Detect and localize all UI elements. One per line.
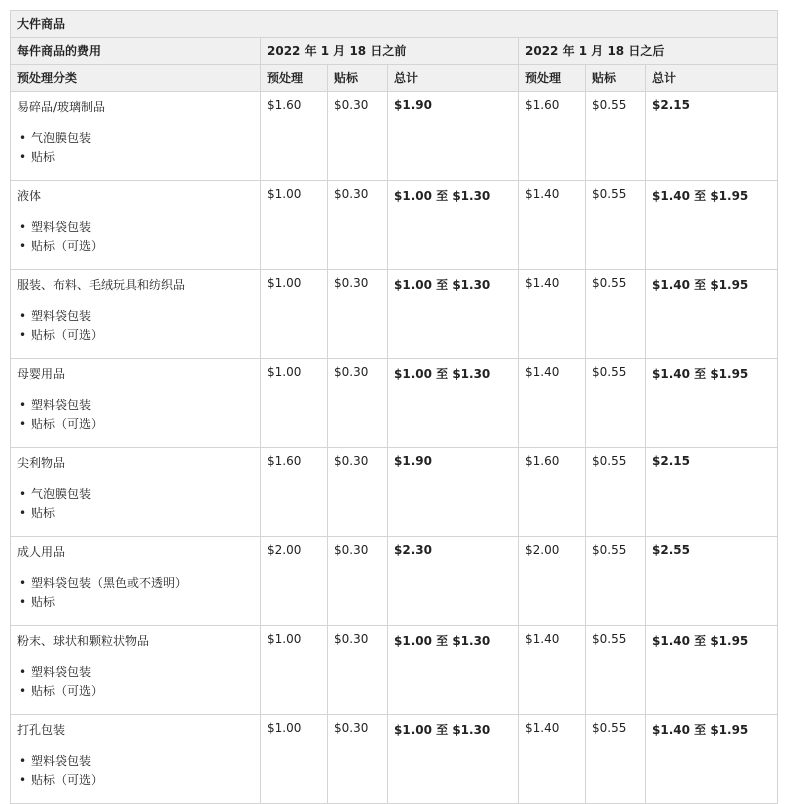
- col-before-total: 总计: [388, 65, 519, 92]
- table-group-header-row: [11, 38, 778, 65]
- category-cell: [11, 448, 261, 537]
- category-name: 成人用品: [17, 545, 66, 559]
- before-total-cell: $1.00 至 $1.30: [388, 626, 519, 715]
- category-name: 易碎品/玻璃制品: [17, 100, 106, 114]
- prep-step-item: • 塑料袋包装: [31, 663, 254, 682]
- prep-steps-list: [17, 752, 254, 790]
- before-total-cell: $1.00 至 $1.30: [388, 181, 519, 270]
- after-total-cell: $1.40 至 $1.95: [646, 626, 778, 715]
- before-prep-cell: $1.00: [261, 181, 328, 270]
- before-label-cell: $0.30: [328, 537, 388, 626]
- header-before-date: 2022 年 1 月 18 日之前: [261, 38, 519, 65]
- after-prep-cell: $1.40: [519, 181, 586, 270]
- before-prep-cell: $1.00: [261, 626, 328, 715]
- table-row: [11, 359, 778, 448]
- before-total-cell: $1.90: [388, 448, 519, 537]
- col-after-label: 贴标: [586, 65, 646, 92]
- before-total-cell: $2.30: [388, 537, 519, 626]
- prep-step-item: • 贴标（可选）: [31, 771, 254, 790]
- prep-steps-list: [17, 574, 254, 612]
- category-name: 打孔包装: [17, 723, 66, 737]
- category-name: 服装、布料、毛绒玩具和纺织品: [17, 278, 186, 292]
- before-prep-cell: $1.00: [261, 715, 328, 804]
- header-fee: 每件商品的费用: [11, 38, 261, 65]
- prep-step-item: • 塑料袋包装: [31, 218, 254, 237]
- prep-step-item: • 塑料袋包装: [31, 752, 254, 771]
- before-prep-cell: $1.60: [261, 448, 328, 537]
- before-label-cell: $0.30: [328, 92, 388, 181]
- before-prep-cell: $1.60: [261, 92, 328, 181]
- category-cell: [11, 359, 261, 448]
- before-prep-cell: $1.00: [261, 270, 328, 359]
- col-after-total: 总计: [646, 65, 778, 92]
- prep-step-item: • 贴标（可选）: [31, 326, 254, 345]
- col-after-prep: 预处理: [519, 65, 586, 92]
- after-label-cell: $0.55: [586, 92, 646, 181]
- after-total-cell: $2.15: [646, 92, 778, 181]
- prep-step-item: • 贴标: [31, 504, 254, 523]
- fee-table: [10, 10, 778, 804]
- category-cell: [11, 181, 261, 270]
- before-total-cell: $1.00 至 $1.30: [388, 715, 519, 804]
- after-label-cell: $0.55: [586, 359, 646, 448]
- after-prep-cell: $1.40: [519, 715, 586, 804]
- prep-step-item: • 贴标（可选）: [31, 237, 254, 256]
- after-total-cell: $2.15: [646, 448, 778, 537]
- prep-step-item: • 气泡膜包装: [31, 485, 254, 504]
- after-prep-cell: $1.40: [519, 626, 586, 715]
- prep-steps-list: [17, 663, 254, 701]
- category-cell: [11, 626, 261, 715]
- after-total-cell: $1.40 至 $1.95: [646, 270, 778, 359]
- prep-step-item: • 塑料袋包装: [31, 396, 254, 415]
- after-prep-cell: $1.60: [519, 92, 586, 181]
- table-title: 大件商品: [11, 11, 778, 38]
- table-row: [11, 181, 778, 270]
- table-row: [11, 270, 778, 359]
- before-label-cell: $0.30: [328, 359, 388, 448]
- prep-step-item: • 贴标: [31, 593, 254, 612]
- category-cell: [11, 537, 261, 626]
- category-name: 粉末、球状和颗粒状物品: [17, 634, 150, 648]
- after-prep-cell: $1.40: [519, 359, 586, 448]
- prep-steps-list: [17, 218, 254, 256]
- table-row: [11, 448, 778, 537]
- after-label-cell: $0.55: [586, 448, 646, 537]
- fee-table-container: [10, 10, 777, 804]
- category-name: 尖利物品: [17, 456, 66, 470]
- after-prep-cell: $2.00: [519, 537, 586, 626]
- category-cell: [11, 270, 261, 359]
- table-row: [11, 626, 778, 715]
- table-row: [11, 92, 778, 181]
- col-category: 预处理分类: [11, 65, 261, 92]
- prep-steps-list: [17, 485, 254, 523]
- after-label-cell: $0.55: [586, 270, 646, 359]
- category-cell: [11, 92, 261, 181]
- after-total-cell: $1.40 至 $1.95: [646, 359, 778, 448]
- before-label-cell: $0.30: [328, 626, 388, 715]
- prep-step-item: • 贴标: [31, 148, 254, 167]
- category-cell: [11, 715, 261, 804]
- after-label-cell: $0.55: [586, 181, 646, 270]
- category-name: 母婴用品: [17, 367, 66, 381]
- prep-step-item: • 塑料袋包装: [31, 307, 254, 326]
- table-title-row: [11, 11, 778, 38]
- category-name: 液体: [17, 189, 42, 203]
- after-prep-cell: $1.40: [519, 270, 586, 359]
- before-label-cell: $0.30: [328, 181, 388, 270]
- prep-step-item: • 贴标（可选）: [31, 682, 254, 701]
- before-prep-cell: $1.00: [261, 359, 328, 448]
- before-label-cell: $0.30: [328, 715, 388, 804]
- after-label-cell: $0.55: [586, 537, 646, 626]
- prep-step-item: • 气泡膜包装: [31, 129, 254, 148]
- prep-step-item: • 贴标（可选）: [31, 415, 254, 434]
- after-total-cell: $2.55: [646, 537, 778, 626]
- before-label-cell: $0.30: [328, 270, 388, 359]
- table-column-header-row: [11, 65, 778, 92]
- table-row: [11, 537, 778, 626]
- prep-step-item: • 塑料袋包装（黑色或不透明）: [31, 574, 254, 593]
- after-total-cell: $1.40 至 $1.95: [646, 181, 778, 270]
- after-total-cell: $1.40 至 $1.95: [646, 715, 778, 804]
- after-label-cell: $0.55: [586, 626, 646, 715]
- after-label-cell: $0.55: [586, 715, 646, 804]
- before-prep-cell: $2.00: [261, 537, 328, 626]
- before-total-cell: $1.00 至 $1.30: [388, 359, 519, 448]
- prep-steps-list: [17, 396, 254, 434]
- table-row: [11, 715, 778, 804]
- before-total-cell: $1.90: [388, 92, 519, 181]
- before-label-cell: $0.30: [328, 448, 388, 537]
- col-before-prep: 预处理: [261, 65, 328, 92]
- header-after-date: 2022 年 1 月 18 日之后: [519, 38, 778, 65]
- after-prep-cell: $1.60: [519, 448, 586, 537]
- prep-steps-list: [17, 307, 254, 345]
- prep-steps-list: [17, 129, 254, 167]
- col-before-label: 贴标: [328, 65, 388, 92]
- before-total-cell: $1.00 至 $1.30: [388, 270, 519, 359]
